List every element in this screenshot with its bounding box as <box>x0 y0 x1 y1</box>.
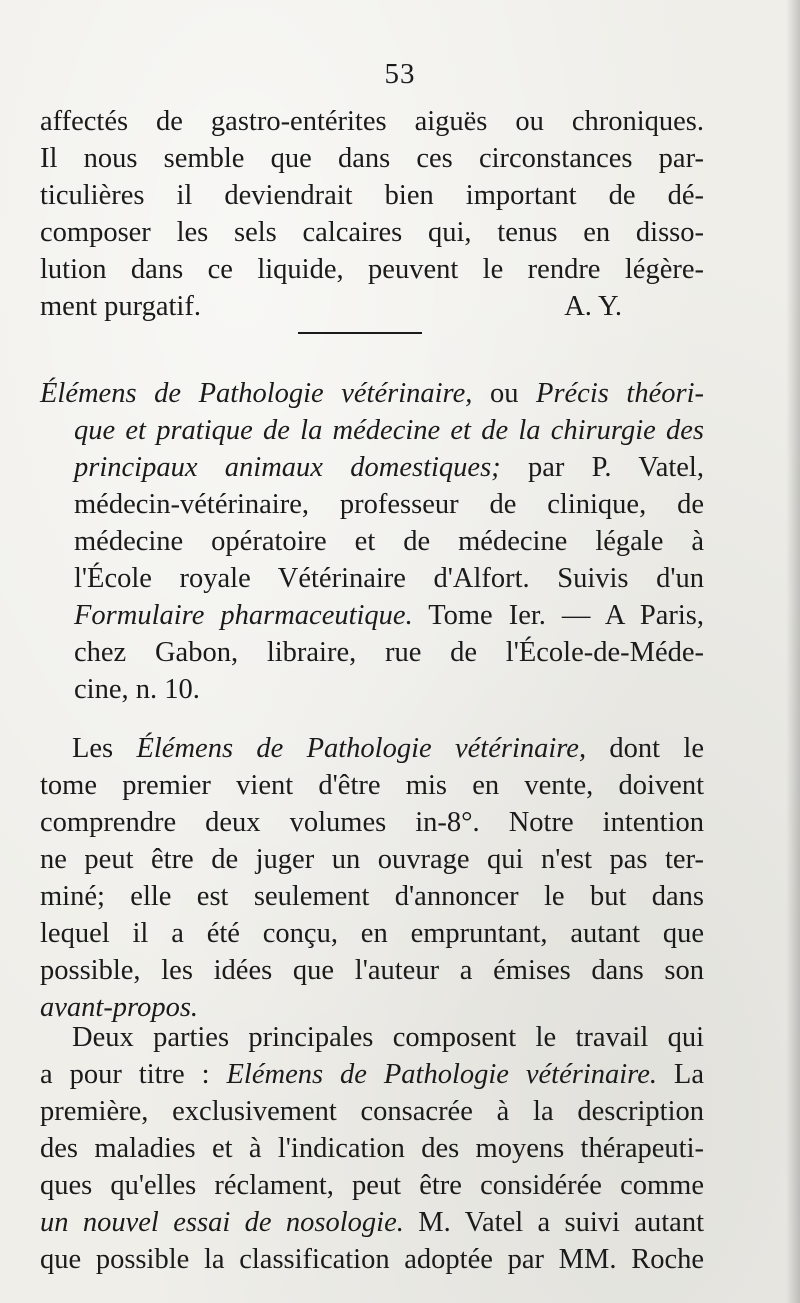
text-line: des maladies et à l'indication des moyens thérapeuti- <box>40 1133 704 1164</box>
page-number: 53 <box>384 58 416 90</box>
text-line: chez Gabon, libraire, rue de l'École-de-Méde- <box>74 637 704 668</box>
book-title-ref: Élémens de Pathologie vétérinaire, <box>136 733 587 764</box>
text-fragment: M. Vatel a suivi autant <box>403 1207 704 1238</box>
text-line: composer les sels calcaires qui, tenus en disso- <box>40 217 704 248</box>
text-line: comprendre deux volumes in-8°. Notre intention <box>40 807 704 838</box>
book-subtitle: principaux animaux domestiques; <box>74 452 501 483</box>
text-fragment: par P. Vatel, <box>500 452 704 483</box>
text-fragment: ou <box>472 378 537 409</box>
text-line: possible, les idées que l'auteur a émises dans son <box>40 955 704 986</box>
text-line: Deux parties principales composent le travail qui <box>72 1022 704 1053</box>
page-edge-shadow <box>786 0 800 1303</box>
text-line <box>40 289 704 325</box>
text-fragment: La <box>656 1059 704 1090</box>
text-line: médecine opératoire et de médecine légale à <box>74 526 704 557</box>
book-title-ref: Elémens de Pathologie vétérinaire. <box>226 1059 657 1090</box>
text-line: tome premier vient d'être mis en vente, doivent <box>40 770 704 801</box>
author-initials: A. Y. <box>564 291 622 322</box>
text-line: première, exclusivement consacrée à la description <box>40 1096 704 1127</box>
text-line: avant-propos. <box>40 992 199 1023</box>
text-line <box>40 376 704 412</box>
text-line <box>72 731 704 767</box>
text-fragment: ment purgatif. <box>40 291 201 322</box>
text-line: Il nous semble que dans ces circonstances par- <box>40 143 704 174</box>
emphasis-text: un nouvel essai de nosologie. <box>40 1207 404 1238</box>
book-title: Élémens de Pathologie vétérinaire, <box>40 378 473 409</box>
text-line: miné; elle est seulement d'annoncer le but dans <box>40 881 704 912</box>
text-line <box>40 1057 704 1093</box>
text-line: cine, n. 10. <box>74 674 200 705</box>
text-line <box>74 598 704 634</box>
text-line: médecin-vétérinaire, professeur de clinique, de <box>74 489 704 520</box>
text-fragment: Tome Ier. — A Paris, <box>412 600 704 631</box>
text-line: ques qu'elles réclament, peut être considérée comme <box>40 1170 704 1201</box>
text-fragment: dont le <box>586 733 704 764</box>
text-line: lution dans ce liquide, peuvent le rendre légère- <box>40 254 704 285</box>
text-line: lequel il a été conçu, en empruntant, autant que <box>40 918 704 949</box>
text-line: affectés de gastro-entérites aiguës ou chroniques. <box>40 106 704 137</box>
text-line: ne peut être de juger un ouvrage qui n'est pas ter- <box>40 844 704 875</box>
text-line <box>40 1205 704 1241</box>
text-line: l'École royale Vétérinaire d'Alfort. Suivis d'un <box>74 563 704 594</box>
text-fragment: Les <box>72 733 137 764</box>
text-line <box>74 450 704 486</box>
book-supplement: Formulaire pharmaceutique. <box>74 600 413 631</box>
separator-rule <box>298 332 422 334</box>
text-fragment: a pour titre : <box>40 1059 227 1090</box>
text-line: que et pratique de la médecine et de la chirurgie des <box>74 415 704 446</box>
text-line: ticulières il deviendrait bien important de dé- <box>40 180 704 211</box>
book-subtitle: Précis théori- <box>536 378 704 409</box>
text-line: que possible la classification adoptée par MM. Roche <box>40 1244 704 1275</box>
